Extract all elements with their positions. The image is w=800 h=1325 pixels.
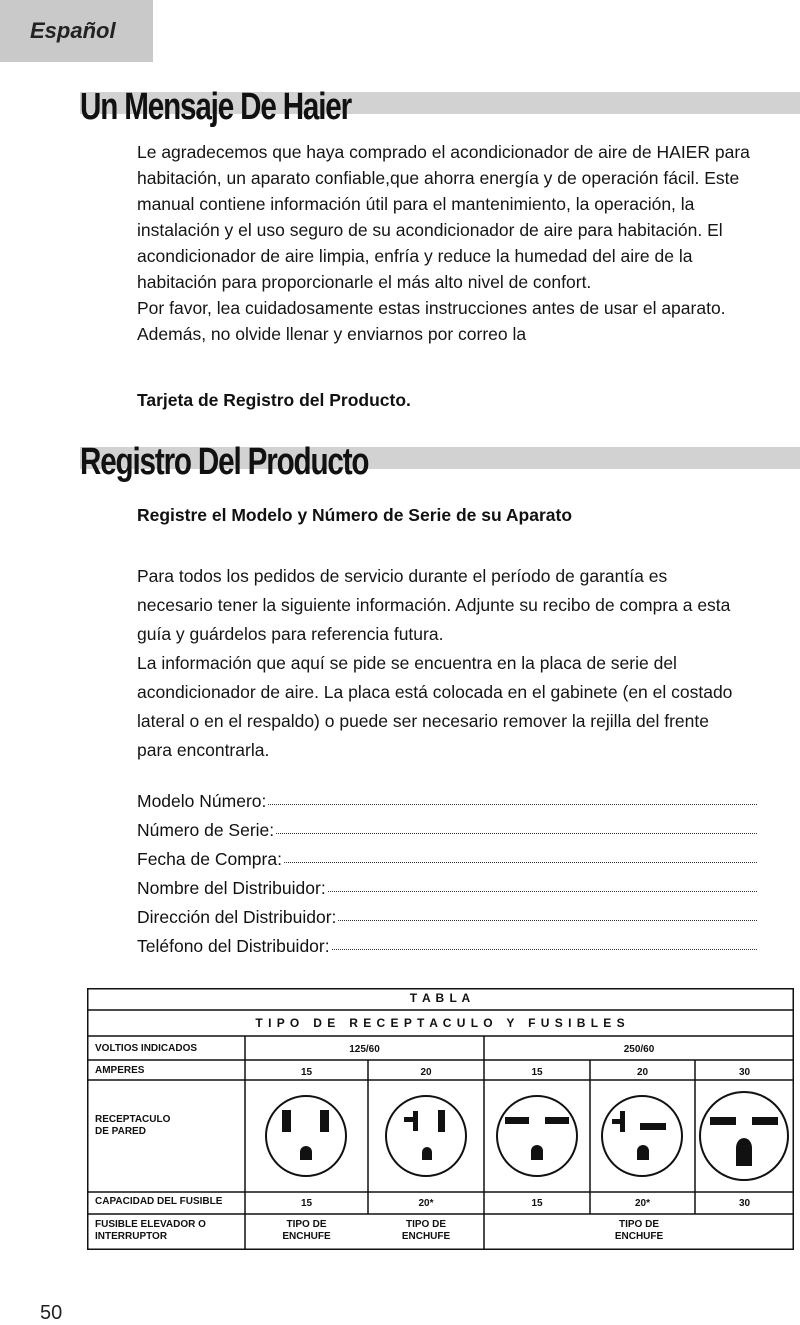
row-label-line: DE PARED — [95, 1126, 146, 1137]
section-title-registration: Registro Del Producto — [80, 441, 369, 483]
section-title-message: Un Mensaje De Haier — [80, 86, 351, 128]
form-fill-line — [268, 804, 757, 805]
form-label: Nombre del Distribuidor: — [137, 878, 326, 898]
fuse-type-line: ENCHUFE — [282, 1231, 331, 1242]
fuse-type-line: ENCHUFE — [614, 1231, 664, 1242]
page-number: 50 — [40, 1302, 63, 1324]
fuse-type-line: TIPO DE — [618, 1219, 659, 1230]
receptacle-15a-250v-icon — [497, 1096, 577, 1176]
form-label: Número de Serie: — [137, 820, 275, 840]
fuse-capacity-cell: 15 — [531, 1198, 543, 1209]
voltage-125: 125/60 — [349, 1044, 380, 1055]
message-paragraph-2: Por favor, lea cuidadosamente estas instrucciones antes de usar el aparato. Además, no olvide llenar y enviarnos por correo la — [137, 298, 726, 344]
form-row-purchase-date — [137, 841, 757, 870]
form-row-serial — [137, 812, 757, 841]
amperes-cell: 15 — [300, 1067, 313, 1078]
row-label-amperes: AMPERES — [95, 1065, 145, 1076]
fuse-capacity-cell: 15 — [300, 1198, 313, 1209]
receptacle-15a-125v-icon — [266, 1096, 346, 1176]
row-label-line: RECEPTACULO — [95, 1114, 171, 1125]
row-label-volts: VOLTIOS INDICADOS — [95, 1043, 198, 1054]
fuse-capacity-cell: 30 — [738, 1198, 751, 1209]
form-label: Fecha de Compra: — [137, 849, 282, 869]
form-row-dealer-name — [137, 870, 757, 899]
receptacle-20a-125v-icon — [386, 1096, 466, 1176]
row-label-fuse-type — [95, 1219, 206, 1243]
row-label-fuse-capacity: CAPACIDAD DEL FUSIBLE — [95, 1196, 223, 1207]
form-label: Modelo Número: — [137, 791, 267, 811]
language-tab — [0, 0, 153, 62]
form-row-dealer-phone — [137, 928, 757, 957]
registration-card-line: Tarjeta de Registro del Producto. — [137, 390, 411, 410]
receptacle-fuse-table — [87, 988, 794, 1250]
form-row-dealer-address — [137, 899, 757, 928]
row-label-line: INTERRUPTOR — [95, 1231, 168, 1242]
fuse-type-cell — [245, 1219, 368, 1243]
registration-form — [137, 783, 757, 957]
fuse-type-line: TIPO DE — [286, 1219, 327, 1230]
amperes-cell: 20 — [420, 1067, 432, 1078]
form-fill-line — [332, 949, 757, 950]
table-subtitle: T I P O D E R E C E P T A C U L O Y F U S I B L E S — [255, 1016, 626, 1030]
message-body — [137, 139, 777, 347]
receptacle-20a-250v-icon — [602, 1096, 682, 1176]
message-paragraph-1: Le agradecemos que haya comprado el acondicionador de aire de HAIER para habitación, un aparato confiable,que ahorra energía y de operación fácil. Este manual contiene información útil para el mantenimiento, la operación, la instalación y el uso seguro de su acondicionador de aire para habitación. El acondicionador de aire limpia, enfría y reduce la humedad del aire de la habitación para proporcionarle el más alto nivel de confort. — [137, 142, 750, 292]
row-label-line: FUSIBLE ELEVADOR O — [95, 1219, 206, 1230]
form-row-model — [137, 783, 757, 812]
amperes-cell: 15 — [531, 1067, 543, 1078]
receptacle-30a-250v-icon — [700, 1092, 788, 1180]
form-label: Dirección del Distribuidor: — [137, 907, 337, 927]
language-label: Español — [30, 18, 116, 43]
fuse-type-line: ENCHUFE — [401, 1231, 451, 1242]
registration-body — [137, 562, 737, 765]
amperes-cell: 30 — [738, 1067, 751, 1078]
amperes-cell: 20 — [636, 1067, 649, 1078]
row-label-receptacle — [95, 1114, 170, 1138]
voltage-250: 250/60 — [623, 1044, 655, 1055]
form-fill-line — [338, 920, 757, 921]
fuse-type-cell — [484, 1219, 794, 1243]
fuse-capacity-cell: 20* — [418, 1198, 434, 1209]
form-fill-line — [328, 891, 757, 892]
form-fill-line — [284, 862, 757, 863]
fuse-capacity-cell: 20* — [634, 1198, 650, 1209]
table-title: T A B L A — [409, 991, 472, 1005]
registration-subtitle: Registre el Modelo y Número de Serie de su Aparato — [137, 505, 573, 525]
form-fill-line — [276, 833, 757, 834]
fuse-type-line: TIPO DE — [405, 1219, 446, 1230]
registration-paragraph-2: La información que aquí se pide se encuentra en la placa de serie del acondicionador de aire. La placa está colocada en el gabinete (en el costado lateral o en el respaldo) o puede ser necesario remover la rejilla del frente para encontrarla. — [137, 653, 733, 760]
form-label: Teléfono del Distribuidor: — [137, 936, 330, 956]
fuse-type-cell — [368, 1219, 484, 1243]
registration-paragraph-1: Para todos los pedidos de servicio durante el período de garantía es necesario tener la siguiente información. Adjunte su recibo de compra a esta guía y guárdelos para referencia futura. — [137, 566, 731, 644]
